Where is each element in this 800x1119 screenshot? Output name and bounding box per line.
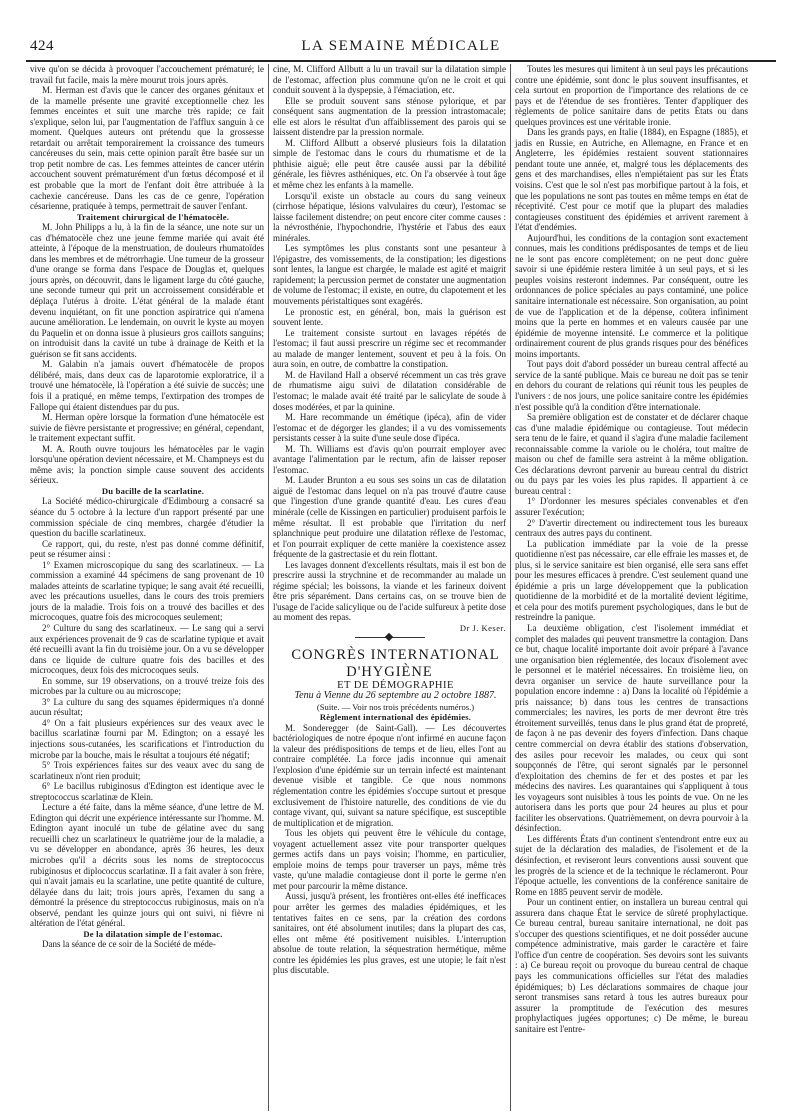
section-heading: Traitement chirurgical de l'hématocèle. bbox=[76, 211, 230, 222]
congress-title: CONGRÈS INTERNATIONAL D'HYGIÈNE bbox=[291, 646, 500, 680]
header-rule bbox=[26, 60, 776, 62]
paragraph: 2° D'avertir directement ou indirectement tous les bureaux centraux des autres pays du continent. bbox=[515, 517, 748, 539]
paragraph: Le pronostic est, en général, bon, mais la guérison est souvent lente. bbox=[273, 306, 506, 328]
paragraph: cine, M. Clifford Allbutt a lu un travail sur la dilatation simple de l'estomac, affection plus commune qu'on ne le croit et qui conduit souvent à la dyspepsie, à l'émaciation, etc. bbox=[273, 64, 506, 96]
paragraph: Elle se produit souvent sans sténose pylorique, et par conséquent sans augmentation de la pression intrastomacale; elle est alors le résultat d'un affaiblissement des parois qui se laissent distendre par la pression normale. bbox=[273, 95, 506, 138]
column-middle bbox=[268, 64, 510, 1111]
paragraph: Aujourd'hui, les conditions de la contagion sont exactement connues, mais les conditions prédisposantes de temps et de lieu ne le sont pas encore complètement; on ne peut donc guère savoir si une épidémie restera limitée à un seul pays, et si les peuples voisins resteront indemnes. Par conséquent, outre les ordonnances de police spéciales au pays contaminé, une police sanitaire internationale est nécessaire. Son organisation, au point de vue de l'application et de la dépense, coûtera infiniment moins que la perte en hommes et en valeurs causée par une épidémie de moyenne intensité. Le commerce et la politique ordinairement courent de plus grands risques pour des bénéfices moins importants. bbox=[515, 232, 748, 359]
paragraph: M. A. Routh ouvre toujours les hématocèles par le vagin lorsqu'une opération devient nécessaire, et M. Champneys est du même avis; la ponction simple cause souvent des accidents sérieux. bbox=[30, 443, 264, 486]
paragraph: vive qu'on se décida à provoquer l'accouchement prématuré; le travail fut facile, mais la mère mourut trois jours après. bbox=[30, 64, 264, 85]
column-right bbox=[510, 64, 752, 1111]
paragraph: Les différents États d'un continent s'entendront entre eux au sujet de la déclaration des maladies, de l'isolement et de la désinfection, et reviseront leurs conventions aussi souvent que les progrès de la science et de la technique le réclameront. Pour l'époque actuelle, les conventions de la conférence sanitaire de Rome en 1885 peuvent servir de modèle. bbox=[515, 833, 748, 897]
section-heading: Du bacille de la scarlatine. bbox=[101, 485, 205, 496]
paragraph: Dans les grands pays, en Italie (1884), en Espagne (1885), et jadis en Russie, en Autriche, en Allemagne, en France et en Angleterre, les épidémies restaient souvent stationnaires pendant toute une année, et, malgré tous les déplacements des gens et des marchandises, elles n'empiétaient pas sur les États voisins. C'est que le sol n'est pas morbifique partout à la fois, et que les populations ne sont pas toutes en même temps en état de réceptivité. C'est pour ce motif que la plupart des maladies contagieuses constituent des épidémies et arrivent rarement à l'état d'endémies. bbox=[515, 127, 748, 233]
paragraph: Tous les objets qui peuvent être le véhicule du contage, voyagent actuellement assez vite pour transporter quelques germes actifs dans un pays voisin; l'homme, en particulier, emploie moins de temps pour traverser un pays, même très vaste, qu'une maladie contagieuse dont il porte le germe n'en met pour parcourir la même distance. bbox=[273, 828, 506, 891]
paragraph: La Société médico-chirurgicale d'Edimbourg a consacré sa séance du 5 octobre à la lecture d'un rapport présenté par une commission spéciale de cinq membres, chargée d'étudier la question du bacille scarlatineux. bbox=[30, 496, 264, 539]
section-heading: De la dilatation simple de l'estomac. bbox=[83, 928, 223, 939]
congress-subtitle: ET DE DÉMOGRAPHIE bbox=[337, 679, 454, 691]
paragraph: Les symptômes les plus constants sont une pesanteur à l'épigastre, des vomissements, de la constipation; les digestions sont lentes, la langue est chargée, le malade est agité et maigrit rapidement; la percussion permet de constater une augmentation de volume de l'estomac; il existe, en outre, du clapotement et les mouvements péristaltiques sont exagérés. bbox=[273, 243, 506, 307]
paragraph: M. Lauder Brunton a eu sous ses soins un cas de dilatation aiguë de l'estomac dans lequel on n'a pas trouvé d'autre cause que l'ingestion d'une grande quantité d'eau. Les cures d'eau minérale (celle de Kissingen en particulier) produisent parfois le même résultat. Il est probable que l'irritation du nerf splanchnique peut produire une dilatation réflexe de l'estomac, et l'on pourrait expliquer de cette manière la coexistence assez fréquente de la gastrectasie et du rein flottant. bbox=[273, 475, 506, 560]
newspaper-page bbox=[26, 36, 776, 1111]
paragraph: Ce rapport, qui, du reste, n'est pas donné comme définitif, peut se résumer ainsi : bbox=[30, 538, 264, 560]
paragraph: M. Hare recommande un émétique (ipéca), afin de vider l'estomac et de dégorger les glandes; il a vu des vomissements persistants cesser à la suite d'une seule dose d'ipéca. bbox=[273, 412, 506, 444]
paragraph: 6° Le bacillus rubiginosus d'Edington est identique avec le streptococcus scarlatinæ de Klein. bbox=[30, 781, 264, 802]
section-separator bbox=[355, 637, 425, 639]
paragraph: En somme, sur 19 observations, on a trouvé treize fois des microbes par la culture ou au microscope; bbox=[30, 675, 264, 697]
paragraph: Lecture a été faite, dans la même séance, d'une lettre de M. Edington qui décrit une expérience intéressante sur l'homme. M. Edington ayant inoculé un tube de gélatine avec du sang recueilli chez un scarlatineux le quatrième jour de la maladie, a vu se développer en abondance, après 36 heures, les deux microbes qu'il a décrits sous les noms de streptococcus rubiginosus et diplococcus scarlatinæ. Il a fait avaler à son frère, qui n'avait jamais eu la scarlatine, une petite quantité de culture, délayée dans du lait; trois jours après, l'examen du sang a démontré la présence du streptococcus rubiginosus, mais on n'a observé, pendant les quinze jours qui ont suivi, ni fièvre ni altération de l'état général. bbox=[30, 802, 264, 929]
section-heading: Règlement international des épidémies. bbox=[319, 712, 472, 723]
paragraph: Pour un continent entier, on installera un bureau central qui assurera dans chaque État le service de sûreté prophylactique. Ce bureau central, bureau sanitaire international, ne doit pas s'occuper des questions scientifiques, et ne doit posséder aucune compétence administrative, mais garder le caractère et faire l'office d'un centre de coopération. Ses devoirs sont les suivants : a) Ce bureau reçoit ou provoque du bureau central de chaque pays les communications officielles sur l'état des maladies épidémiques; b) Les déclarations sommaires de chaque jour seront transmises sans retard à tous les autres bureaux pour assurer la promptitude de l'exécution des mesures prophylactiques jugées opportunes; c) De même, le bureau sanitaire est l'entre- bbox=[515, 897, 748, 1034]
paragraph: Le traitement consiste surtout en lavages répétés de l'estomac; il faut aussi prescrire un régime sec et recommander au malade de manger lentement, souvent et peu à la fois. On aura soin, en outre, de combattre la constipation. bbox=[273, 327, 506, 370]
paragraph: 1° D'ordonner les mesures spéciales convenables et d'en assurer l'exécution; bbox=[515, 496, 748, 517]
signature: Dr J. Keser. bbox=[459, 622, 506, 633]
paragraph: M. Herman opère lorsque la formation d'une hématocèle est suivie de fièvre persistante et progressive; en général, cependant, le traitement expectant suffit. bbox=[30, 412, 264, 444]
paragraph: Les lavages donnent d'excellents résultats, mais il est bon de prescrire aussi la strychnine et de recommander au malade un régime spécial; les boissons, la viande et les farineux doivent être pris séparément. Dans certains cas, on se trouve bien de l'usage de l'acide salicylique ou de l'acide sulfureux à petite dose au moment des repas. bbox=[273, 559, 506, 623]
paragraph: 2° Culture du sang des scarlatineux. — Le sang qui a servi aux expériences provenait de 9 cas de scarlatine typique et avait été recueilli avant la fin du troisième jour. On a vu se développer dans ce liquide de culture quatre fois des bacilles et des microcoques, deux fois des microcoques seuls. bbox=[30, 622, 264, 676]
paragraph: 1° Examen microscopique du sang des scarlatineux. — La commission a examiné 44 spécimens de sang provenant de 10 malades atteints de scarlatine typique; le sang avait été recueilli, avec les précautions usuelles, dans le cours des trois premiers jours de la maladie. Trois fois on a trouvé des bacilles et des microcoques, quatre fois des microcoques seulement; bbox=[30, 559, 264, 623]
paragraph: M. Th. Williams est d'avis qu'on pourrait employer avec avantage l'alimentation par le rectum, afin de laisser reposer l'estomac. bbox=[273, 443, 506, 475]
paragraph: 5° Trois expériences faites sur des veaux avec du sang de scarlatineux n'ont rien produit; bbox=[30, 760, 264, 781]
paragraph: M. Galabin n'a jamais ouvert d'hématocèle de propos délibéré, mais, dans deux cas de laparotomie exploratrice, il a trouvé une hématocèle, là l'opération a été suivie de succès; une fois il a pratiqué, en même temps, l'extirpation des trompes de Fallope qui étaient distendues par du pus. bbox=[30, 359, 264, 412]
page-number: 424 bbox=[30, 38, 54, 54]
paragraph: M. Sonderegger (de Saint-Gall). — Les découvertes bactériologiques de notre époque n'ont infirmé en aucune façon la valeur des prédispositions de temps et de lieu, elles l'ont au contraire complétée. La force jadis inconnue qui amenait l'explosion d'une épidémie sur un terrain infecté est maintenant devenue visible et tangible. Ce que nous nommons réglementation contre les épidémies s'occupe surtout et presque exclusivement de l'histoire naturelle, des conditions de vie du contage vivant, qui, suivant sa nature spécifique, est susceptible de multiplication et de migration. bbox=[273, 722, 506, 828]
paragraph: Aussi, jusqu'à présent, les frontières ont-elles été inefficaces pour arrêter les germes des maladies épidémiques, et les tentatives faites en ce sens, par la création des cordons sanitaires, ont été absolument inutiles; dans la plupart des cas, elles ont même été positivement nuisibles. L'interruption absolue de toute relation, la séquestration hermétique, même contre les épidémies les plus graves, est une utopie; le fait n'est plus discutable. bbox=[273, 891, 506, 976]
congress-note: (Suite. — Voir nos trois précédents numéros.) bbox=[316, 701, 475, 712]
journal-title: LA SEMAINE MÉDICALE bbox=[301, 38, 501, 54]
column-left bbox=[26, 64, 268, 1111]
paragraph: M. Clifford Allbutt a observé plusieurs fois la dilatation simple de l'estomac dans le cours du rhumatisme et de la phthisie aiguë; elle peut être causée aussi par la débilité générale, les fièvres asthéniques, etc. On l'a observée à tout âge et même chez les enfants à la mamelle. bbox=[273, 137, 506, 191]
paragraph: M. de Haviland Hall a observé récemment un cas très grave de rhumatisme aigu suivi de dilatation considérable de l'estomac; le malade avait été traité par le salicylate de soude à doses modérées, et par la quinine. bbox=[273, 369, 506, 412]
paragraph: Lorsqu'il existe un obstacle au cours du sang veineux (cirrhose hépatique, lésions valvulaires du cœur), l'estomac se laisse facilement distendre; on peut encore citer comme causes : la névrosthénie, l'hypochondrie, l'hystérie et l'abus des eaux minérales. bbox=[273, 190, 506, 243]
paragraph: Sa première obligation est de constater et de déclarer chaque cas d'une maladie épidémique ou contagieuse. Tout médecin sera tenu de le faire, et quand il s'agira d'une maladie facilement reconnaissable comme la variole ou le choléra, tout maître de maison ou chef de famille sera astreint à la même obligation. Ces déclarations devront parvenir au bureau central du district ou du pays par les voies les plus rapides. Il appartient à ce bureau central : bbox=[515, 412, 748, 496]
paragraph: La deuxième obligation, c'est l'isolement immédiat et complet des malades qui peuvent transmettre la contagion. Dans ce but, chaque localité importante doit avoir préparé à l'avance une organisation bien réglementée, des locaux d'isolement avec le personnel et le matériel nécessaires. En troisième lieu, on devra organiser un service de haute surveillance pour la population encore indemne : a) Dans la localité où l'épidémie a pris naissance; b) dans tous les centres de transactions commerciales; les navires, les ports de mer devront être très étroitement surveillés, tenus dans le plus grand état de propreté, de façon à ne pas devenir des foyers d'infection. Dans chaque centre commercial on devra établir des stations d'observation, des asiles pour recevoir les malades, ou ceux qui sont soupçonnés de l'être, qui seront signalés par le personnel d'exploitation des chemins de fer et des postes et par les médecins des navires. Les quarantaines qui s'appliquent à tous les voyageurs sont nuisibles à tous les points de vue. On ne les autorisera dans les ports que pour 24 heures au plus et pour faciliter les observations. Quatrièmement, on devra pourvoir à la désinfection. bbox=[515, 622, 748, 834]
paragraph: Toutes les mesures qui limitent à un seul pays les précautions contre une épidémie, sont donc le plus souvent insuffisantes, et cela surtout en proportion de l'importance des relations de ce pays et de l'étendue de ses frontières. Tenter d'appliquer des règlements de police sanitaire dans de petits États ou dans quelques provinces est une véritable ironie. bbox=[515, 64, 748, 127]
paragraph: Tout pays doit d'abord posséder un bureau central affecté au service de la santé publique. Mais ce bureau ne doit pas se tenir en dehors du courant de relations qui réunit tous les peuples de l'univers : de nos jours, une police sanitaire contre les épidémies n'est possible qu'à la condition d'être internationale. bbox=[515, 359, 748, 412]
text-columns bbox=[26, 64, 776, 1111]
congress-date: Tenu à Vienne du 26 septembre au 2 octobre 1887. bbox=[294, 690, 497, 702]
paragraph: M. Herman est d'avis que le cancer des organes génitaux et de la mamelle présente une gravité exceptionnelle chez les femmes enceintes et suit une marche très rapide; ce fait s'explique, selon lui, par l'augmentation de l'afflux sanguin à ce moment. Quelques auteurs ont prétendu que la grossesse retardait ou arrêtait temporairement la croissance des tumeurs cancéreuses du sein, mais cette opinion paraît être basée sur un trop petit nombre de cas. Les femmes atteintes de cancer utérin accouchent souvent prématurément d'un fœtus décomposé et il est probable que la mort de l'enfant doit être attribuée à la cachexie cancéreuse. Dans les cas de ce genre, l'opération césarienne, pratiquée à temps, permettrait de sauver l'enfant. bbox=[30, 85, 264, 212]
paragraph: La publication immédiate par la voie de la presse quotidienne n'est pas nécessaire, car elle effraie les masses et, de plus, si le service sanitaire est bien organisé, elle sera sans effet pour les mesures efficaces à prendre. C'est seulement quand une épidémie a pris un large développement que la publication quotidienne de la morbidité et de la mortalité devient légitime, et cela pour des motifs purement psychologiques, dans le but de restreindre la panique. bbox=[515, 538, 748, 623]
paragraph: 4° On a fait plusieurs expériences sur des veaux avec le bacillus scarlatinæ fourni par M. Edington; on a essayé les injections sous-cutanées, les scarifications et l'introduction du microbe par la bouche, mais le résultat a toujours été négatif; bbox=[30, 717, 264, 760]
paragraph: Dans la séance de ce soir de la Société de méde- bbox=[42, 939, 216, 950]
paragraph: 3° La culture du sang des squames épidermiques n'a donné aucun résultat; bbox=[30, 696, 264, 718]
paragraph: M. John Philipps a lu, à la fin de la séance, une note sur un cas d'hématocèle chez une jeune femme mariée qui avait été atteinte, à l'époque de la menstruation, de douleurs rhumatoïdes dans les membres et de métrorrhagie. Une tumeur de la grosseur d'une orange se forma dans l'espace de Douglas et, quelques jours après, on découvrit, dans le ligament large du côté gauche, une seconde tumeur qui prit un accroissement considérable et déplaça l'utérus à droite. L'état général de la malade étant devenu inquiétant, on fit une ponction aspiratrice qui n'amena aucune amélioration. Le lendemain, on ouvrit le kyste au moyen du Paquelin et on donna issue à plusieurs gros caillots sanguins; on introduisit dans la cavité un tube à drainage de Keith et la guérison se fit sans accidents. bbox=[30, 222, 264, 359]
page-header bbox=[26, 36, 776, 56]
